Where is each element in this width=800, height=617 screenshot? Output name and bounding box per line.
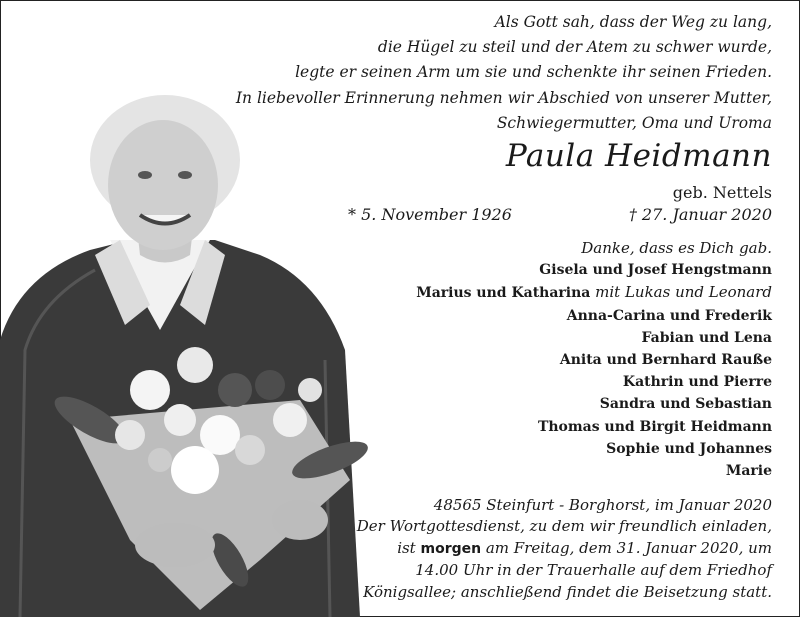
mourner-name: Marius und Katharina <box>416 285 591 302</box>
death-date: † 27. Januar 2020 <box>628 205 772 224</box>
service-line: Der Wortgottesdienst, zu dem wir freundlich einladen, <box>356 517 772 535</box>
mourner-line: Sophie und Johannes <box>606 440 772 457</box>
service-info <box>357 516 772 603</box>
mourner-line: Gisela und Josef Hengstmann <box>539 262 772 279</box>
service-line <box>357 538 772 561</box>
portrait-photo <box>0 90 370 617</box>
mourner-line: Anna-Carina und Frederik <box>566 307 772 324</box>
intro-text <box>236 86 772 136</box>
service-text: am Freitag, dem 31. Januar 2020, um <box>481 538 772 557</box>
mourner-line: Fabian und Lena <box>641 329 772 346</box>
mourner-line: Marie <box>725 463 772 480</box>
mourner-line: Anita und Bernhard Rauße <box>559 352 772 369</box>
verse-line: Als Gott sah, dass der Weg zu lang, <box>494 13 772 31</box>
service-line: 14.00 Uhr in der Trauerhalle auf dem Friedhof <box>415 561 772 579</box>
place-date: 48565 Steinfurt - Borghorst, im Januar 2020 <box>433 496 772 514</box>
birth-date: * 5. November 1926 <box>348 205 512 224</box>
mourner-line: Sandra und Sebastian <box>599 396 772 413</box>
mourner-line: Thomas und Birgit Heidmann <box>537 418 772 435</box>
service-line: Königsallee; anschließend findet die Beisetzung statt. <box>363 582 772 601</box>
birth-name: geb. Nettels <box>672 183 772 202</box>
verse <box>295 10 772 85</box>
verse-line: die Hügel zu steil und der Atem zu schwer wurde, <box>377 38 772 56</box>
mourners-list <box>416 237 772 482</box>
mourner-line <box>416 281 772 304</box>
service-emphasis: morgen <box>420 540 482 557</box>
intro-line: In liebevoller Erinnerung nehmen wir Abschied von unserer Mutter, <box>235 89 772 107</box>
deceased-name: Paula Heidmann <box>505 138 772 174</box>
thanks-line: Danke, dass es Dich gab. <box>581 239 772 257</box>
mourner-line: Kathrin und Pierre <box>622 374 772 391</box>
mourner-children: mit Lukas und Leonard <box>590 283 772 302</box>
verse-line: legte er seinen Arm um sie und schenkte ihr seinen Frieden. <box>295 63 772 81</box>
service-text: ist <box>397 538 421 557</box>
intro-line: Schwiegermutter, Oma und Uroma <box>496 114 772 132</box>
